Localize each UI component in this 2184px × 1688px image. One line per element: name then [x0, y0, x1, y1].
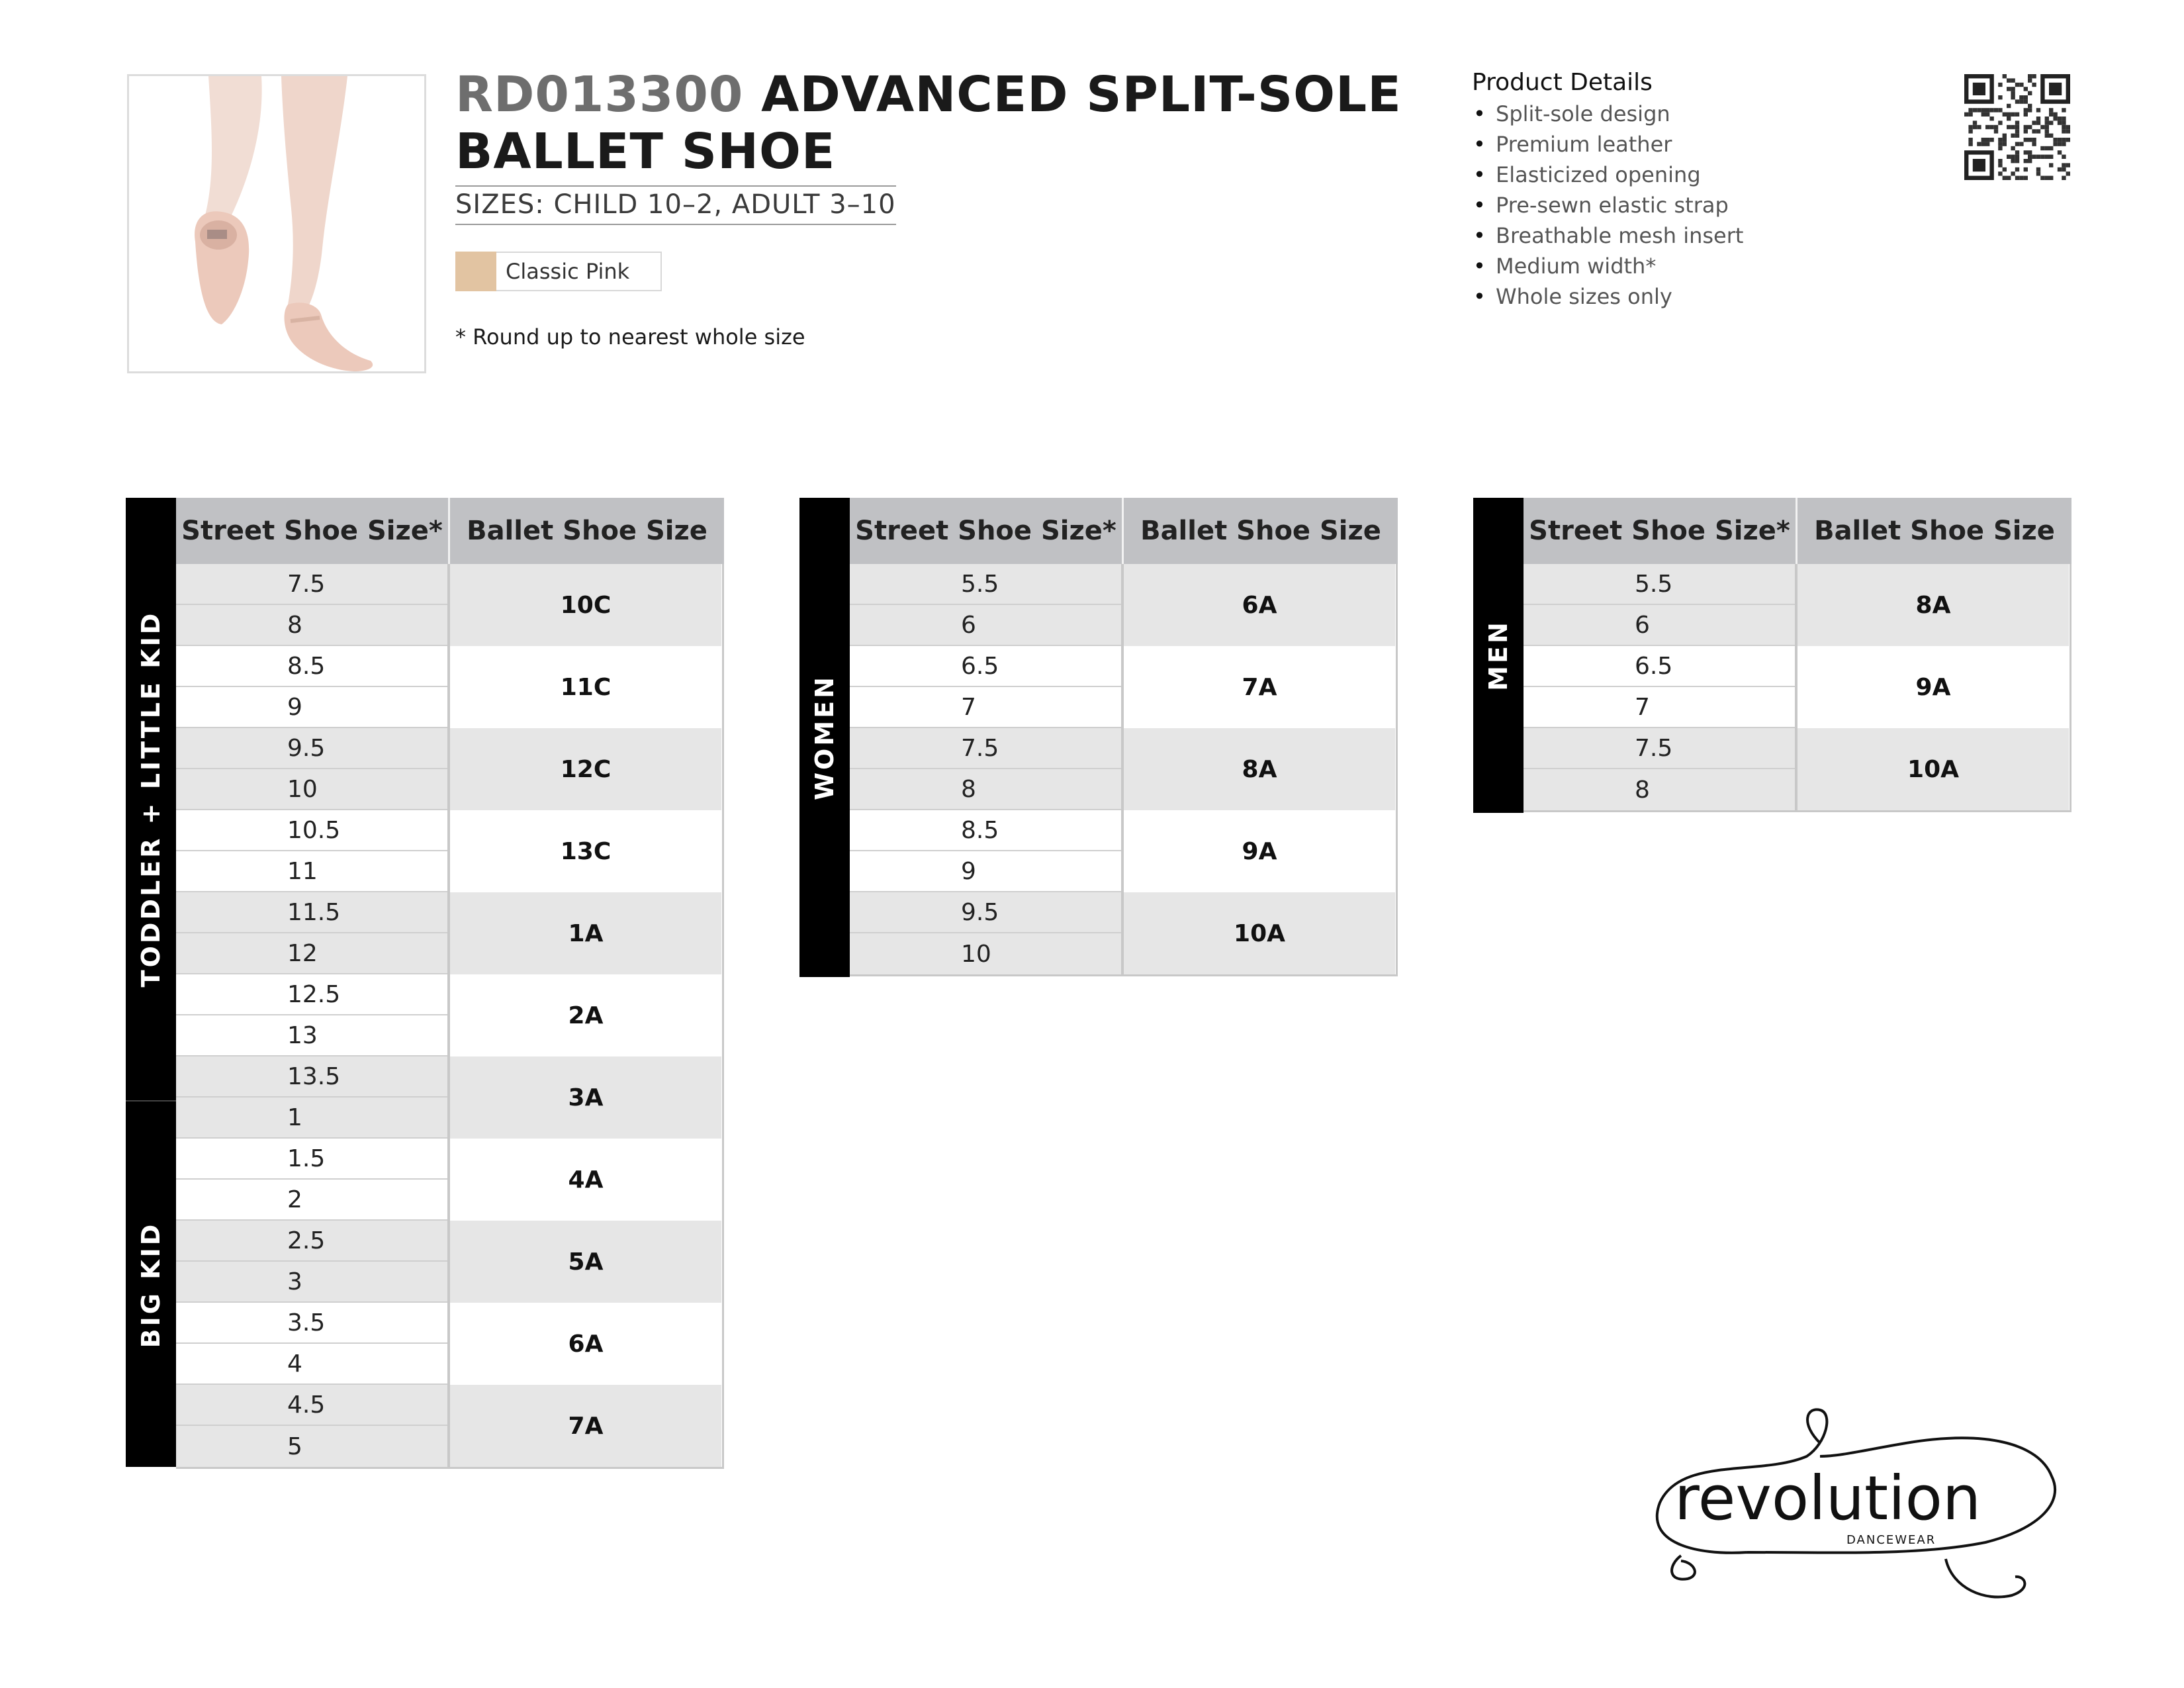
street-size-value: 3.5	[287, 1309, 326, 1336]
details-item: • Medium width*	[1472, 251, 1843, 281]
street-size-value: 2.5	[287, 1227, 326, 1254]
ballet-cell: 3A	[450, 1056, 721, 1139]
table-cell	[850, 851, 1121, 892]
qr-code-icon	[1964, 74, 2070, 180]
table-cell	[176, 892, 447, 933]
street-size-value: 7.5	[961, 734, 999, 762]
details-item: • Split-sole design	[1472, 99, 1843, 129]
street-size-value: 10	[961, 940, 991, 968]
header-ballet-size: Ballet Shoe Size	[467, 516, 707, 546]
men-size-table	[1473, 498, 2071, 813]
table-cell	[1524, 687, 1795, 728]
ballet-cell: 8A	[1124, 728, 1395, 810]
men-sidebar	[1473, 498, 1524, 813]
group-label: BIG KID	[136, 1221, 165, 1348]
street-size-column	[850, 564, 1124, 974]
street-size-value: 9	[287, 693, 302, 721]
group-label: WOMEN	[810, 675, 839, 800]
table-cell	[176, 1221, 447, 1262]
product-code: RD013300	[455, 66, 744, 123]
street-size-value: 10	[287, 775, 318, 803]
street-size-value: 6	[961, 611, 976, 639]
ballet-size-column	[450, 564, 721, 1467]
street-size-value: 6	[1635, 611, 1650, 639]
kids-size-table	[126, 498, 724, 1469]
street-size-value: 5.5	[961, 570, 999, 598]
table-cell	[176, 851, 447, 892]
product-details	[1472, 69, 1843, 312]
street-size-value: 9.5	[961, 898, 999, 926]
street-size-value: 7.5	[1635, 734, 1673, 762]
header-street-size: Street Shoe Size*	[850, 498, 1124, 564]
street-size-value: 6.5	[961, 652, 999, 680]
ballet-cell: 12C	[450, 728, 721, 810]
ballet-cell: 9A	[1797, 646, 2069, 728]
street-size-value: 12.5	[287, 980, 341, 1008]
group-label: TODDLER + LITTLE KID	[136, 610, 165, 988]
street-size-value: 12	[287, 939, 318, 967]
details-heading: Product Details	[1472, 69, 1653, 96]
ballet-cell: 13C	[450, 810, 721, 892]
ballet-cell: 8A	[1797, 564, 2069, 646]
ballet-cell: 6A	[450, 1303, 721, 1385]
brand-logo	[1641, 1403, 2078, 1615]
table-cell	[176, 1303, 447, 1344]
table-cell	[176, 1098, 447, 1139]
street-size-value: 4	[287, 1350, 302, 1378]
revolution-logo-icon	[1641, 1403, 2078, 1615]
table-header	[850, 498, 1398, 564]
street-size-value: 11	[287, 857, 318, 885]
street-size-value: 5.5	[1635, 570, 1673, 598]
header-ballet-size: Ballet Shoe Size	[1814, 516, 2055, 546]
table-cell	[176, 687, 447, 728]
ballet-cell: 10A	[1797, 728, 2069, 810]
table-cell	[176, 1385, 447, 1426]
street-size-value: 13.5	[287, 1062, 341, 1090]
table-cell	[850, 769, 1121, 810]
ballet-size-column	[1124, 564, 1395, 974]
color-swatch	[455, 252, 496, 291]
details-item: • Pre-sewn elastic strap	[1472, 190, 1843, 220]
header-ballet-size: Ballet Shoe Size	[1140, 516, 1381, 546]
table-cell	[850, 892, 1121, 933]
street-size-value: 1.5	[287, 1145, 326, 1172]
table-cell	[176, 810, 447, 851]
ballet-shoe-image	[129, 76, 424, 371]
ballet-cell: 7A	[1124, 646, 1395, 728]
table-cell	[176, 974, 447, 1015]
ballet-cell: 11C	[450, 646, 721, 728]
table-cell	[850, 933, 1121, 974]
details-item: • Whole sizes only	[1472, 281, 1843, 312]
table-cell	[176, 769, 447, 810]
street-size-value: 3	[287, 1268, 302, 1295]
street-size-value: 2	[287, 1186, 302, 1213]
table-cell	[176, 1056, 447, 1098]
group-men	[1473, 498, 1524, 813]
table-cell	[1524, 728, 1795, 769]
color-label: Classic Pink	[506, 259, 630, 284]
street-size-value: 8.5	[961, 816, 999, 844]
group-toddler-little-kid	[126, 498, 176, 1100]
ballet-cell: 10C	[450, 564, 721, 646]
size-range: SIZES: CHILD 10–2, ADULT 3–10	[455, 185, 896, 225]
street-size-value: 4.5	[287, 1391, 326, 1419]
street-size-column	[176, 564, 450, 1467]
street-size-value: 5	[287, 1432, 302, 1460]
ballet-cell: 10A	[1124, 892, 1395, 974]
women-sidebar	[799, 498, 850, 977]
header-street-size: Street Shoe Size*	[176, 498, 450, 564]
header-street-size: Street Shoe Size*	[1524, 498, 1797, 564]
street-size-column	[1524, 564, 1797, 810]
street-size-value: 6.5	[1635, 652, 1673, 680]
details-item: • Premium leather	[1472, 129, 1843, 160]
table-cell	[850, 728, 1121, 769]
ballet-cell: 4A	[450, 1139, 721, 1221]
logo-wordmark: revolution	[1674, 1463, 1981, 1534]
table-cell	[850, 687, 1121, 728]
table-cell	[850, 646, 1121, 687]
street-size-value: 10.5	[287, 816, 341, 844]
street-size-value: 8	[287, 611, 302, 639]
table-cell	[1524, 646, 1795, 687]
table-cell	[850, 810, 1121, 851]
ballet-cell: 5A	[450, 1221, 721, 1303]
table-cell	[1524, 769, 1795, 810]
ballet-cell: 2A	[450, 974, 721, 1056]
group-label: MEN	[1484, 620, 1513, 691]
women-size-table	[799, 498, 1398, 977]
street-size-value: 9.5	[287, 734, 326, 762]
table-cell	[1524, 564, 1795, 605]
details-item: • Elasticized opening	[1472, 160, 1843, 190]
product-photo	[127, 74, 426, 373]
street-size-value: 8	[961, 775, 976, 803]
street-size-value: 8	[1635, 776, 1650, 804]
table-cell	[176, 1180, 447, 1221]
table-cell	[850, 564, 1121, 605]
table-cell	[176, 646, 447, 687]
street-size-value: 13	[287, 1021, 318, 1049]
table-cell	[176, 1015, 447, 1056]
qr-code	[1964, 74, 2070, 180]
details-item: • Breathable mesh insert	[1472, 220, 1843, 251]
table-cell	[1524, 605, 1795, 646]
table-cell	[176, 1344, 447, 1385]
table-cell	[176, 1139, 447, 1180]
table-cell	[176, 728, 447, 769]
logo-subtitle: DANCEWEAR	[1846, 1533, 1936, 1547]
footnote: * Round up to nearest whole size	[455, 324, 805, 350]
group-big-kid	[126, 1100, 176, 1468]
kids-sidebar	[126, 498, 176, 1467]
details-list	[1472, 99, 1843, 312]
title-block	[455, 66, 1402, 225]
ballet-cell: 7A	[450, 1385, 721, 1467]
street-size-value: 7	[961, 693, 976, 721]
table-cell	[176, 1262, 447, 1303]
street-size-value: 7.5	[287, 570, 326, 598]
product-name-line2: BALLET SHOE	[455, 123, 836, 180]
ballet-cell: 9A	[1124, 810, 1395, 892]
table-header	[1524, 498, 2071, 564]
street-size-value: 8.5	[287, 652, 326, 680]
ballet-cell: 6A	[1124, 564, 1395, 646]
ballet-size-column	[1797, 564, 2069, 810]
group-women	[799, 498, 850, 977]
street-size-value: 1	[287, 1103, 302, 1131]
product-title	[455, 66, 1402, 180]
street-size-value: 7	[1635, 693, 1650, 721]
color-chip	[455, 252, 662, 291]
product-name-line1: ADVANCED SPLIT-SOLE	[761, 66, 1402, 123]
table-cell	[850, 605, 1121, 646]
table-cell	[176, 564, 447, 605]
table-cell	[176, 605, 447, 646]
table-cell	[176, 933, 447, 974]
street-size-value: 9	[961, 857, 976, 885]
street-size-value: 11.5	[287, 898, 341, 926]
table-cell	[176, 1426, 447, 1467]
ballet-cell: 1A	[450, 892, 721, 974]
table-header	[176, 498, 724, 564]
